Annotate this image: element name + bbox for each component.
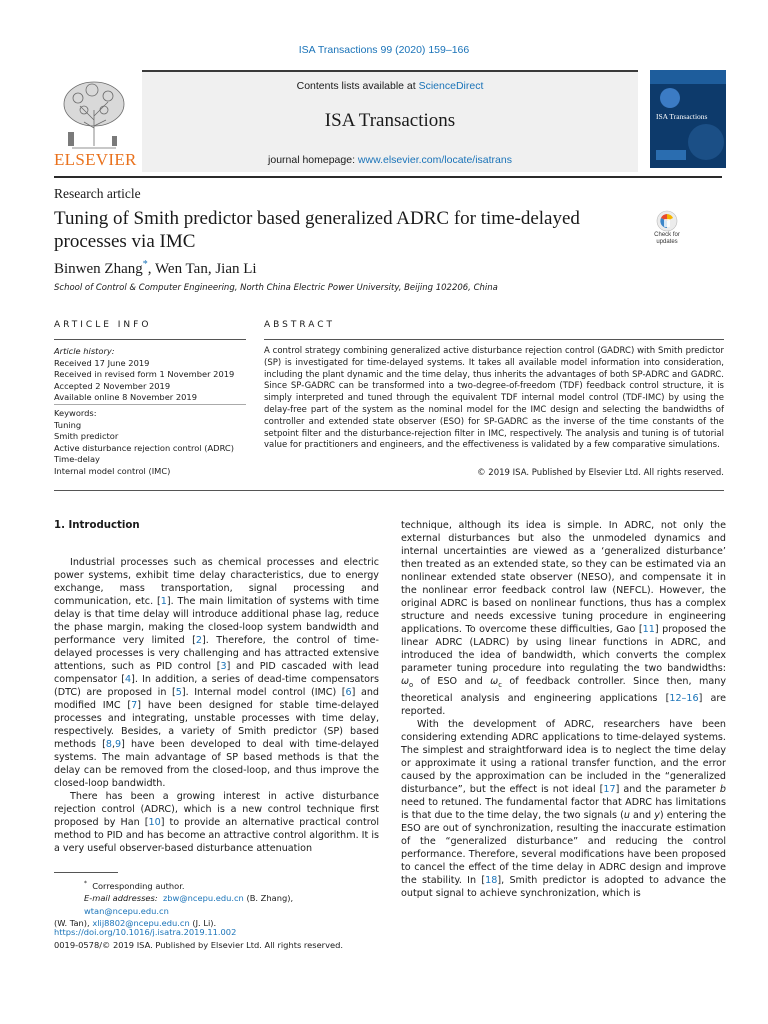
- abstract-bottom-divider: [54, 490, 724, 491]
- author-names-rest: , Wen Tan, Jian Li: [147, 261, 257, 277]
- corresponding-author-note: * Corresponding author.: [84, 880, 185, 891]
- abstract-divider: [264, 339, 724, 340]
- doi-link[interactable]: https://doi.org/10.1016/j.isatra.2019.11.002: [54, 927, 237, 937]
- body-column-right: [401, 519, 726, 900]
- footnote-divider: [54, 872, 118, 873]
- doi-block: [54, 926, 384, 951]
- history-item: Accepted 2 November 2019: [54, 380, 171, 391]
- email-addresses: E-mail addresses: zbw@ncepu.edu.cn (B. Zhang), wtan@ncepu.edu.cn: [84, 893, 294, 916]
- journal-name: ISA Transactions: [324, 110, 456, 131]
- journal-cover-image[interactable]: [650, 70, 726, 168]
- journal-homepage-link[interactable]: www.elsevier.com/locate/isatrans: [357, 154, 512, 166]
- contents-line: [142, 80, 638, 92]
- journal-citation[interactable]: ISA Transactions 99 (2020) 159–166: [298, 44, 470, 56]
- keyword-item: Internal model control (IMC): [54, 465, 171, 476]
- article-history: [54, 346, 254, 404]
- history-item: Available online 8 November 2019: [54, 392, 197, 402]
- elsevier-logo: [54, 76, 137, 170]
- issn-copyright: 0019-0578/© 2019 ISA. Published by Elsevier Ltd. All rights reserved.: [54, 939, 344, 950]
- affiliation: School of Control & Computer Engineering, North China Electric Power University, Beijing 102206, China: [54, 283, 498, 293]
- abstract-heading: ABSTRACT: [264, 320, 336, 330]
- contents-prefix: Contents lists available at: [296, 80, 419, 92]
- history-heading: Article history:: [54, 346, 115, 356]
- homepage-prefix: journal homepage:: [268, 154, 358, 166]
- footnote: [54, 878, 379, 930]
- check-updates-label: Check for updates: [654, 232, 680, 245]
- check-updates-icon: [648, 210, 686, 232]
- corresponding-author-mark[interactable]: *: [142, 259, 148, 270]
- citation-link[interactable]: 12–16: [669, 692, 699, 704]
- paragraph: technique, although its idea is simple. In ADRC, not only the external disturbances but also the unmodeled dynamics and internal uncertainties are viewed as a ‘generalized disturbance’ then treated as an extended state, so they can be estimated via an nonlinear extended state observer (NESO), and compensate it in the nonlinear error feedback control law (NEFCL). However, the original ADRC is based on nonlinear functions, thus has a complex structure and needs excessive tuning procedure in engineering applications. To overcome these difficulties, Gao [11] proposed the linear ADRC (LADRC) by using linear functions in ADRC, and introduced the idea of bandwidth, which converts the complex parameter tuning procedure into regulating the two bandwidths: $\omega_o$ of ESO and $\omega_c$ of feedback controller. Since then, many theoretical analysis and engineering applications [12–16] are reported.: [401, 520, 726, 717]
- citation-link[interactable]: 5: [175, 687, 182, 698]
- keywords-divider: [54, 404, 246, 405]
- cover-title: ISA Transactions: [656, 112, 708, 121]
- citation-link[interactable]: 6: [345, 687, 352, 698]
- article-type: Research article: [54, 186, 141, 201]
- section-heading-introduction: 1. Introduction: [54, 520, 140, 531]
- homepage-line: [142, 154, 638, 166]
- citation-link[interactable]: 18: [485, 874, 498, 886]
- header-divider: [54, 176, 722, 178]
- journal-header: [54, 70, 722, 170]
- citation-link[interactable]: 9: [115, 739, 122, 750]
- abstract-copyright: © 2019 ISA. Published by Elsevier Ltd. All rights reserved.: [477, 468, 724, 478]
- article-info-heading: ARTICLE INFO: [54, 320, 152, 330]
- keyword-item: Tuning: [54, 419, 82, 430]
- citation-link[interactable]: 3: [220, 661, 227, 672]
- citation-link[interactable]: 17: [603, 783, 616, 795]
- elsevier-tree-icon: [54, 76, 134, 150]
- citation-link[interactable]: 11: [642, 624, 655, 635]
- author-name: Binwen Zhang: [54, 261, 143, 277]
- email-addresses-cont: (W. Tan), xlij8802@ncepu.edu.cn (J. Li).: [54, 918, 217, 929]
- keywords: [54, 408, 254, 477]
- keyword-item: Time-delay: [54, 454, 100, 464]
- body-column-left: [54, 519, 379, 855]
- info-divider: [54, 339, 246, 340]
- citation-link[interactable]: 7: [131, 700, 138, 711]
- paragraph: Industrial processes such as chemical processes and electric power systems, exhibit time delay characteristics, due to energy exchange, mass transportation, signal processing and communication, etc. [1]. The main limitation of systems with time delay is that time delay will introduce additional phase lag, reduce the phase margin, making the closed-loop system bandwidth and performance very limited [2]. Therefore, the control of time-delayed processes is very challenging and has attracted extensive attentions, such as PID control [3] and PID cascaded with lead compensator [4]. In addition, a series of dead-time compensators (DTC) are proposed in [5]. Internal model control (IMC) [6] and modified IMC [7] have been designed for stable time-delayed processes and integrating, unstable processes with time delay, respectively. Besides, a variety of Smith predictor (SP) based methods [8,9] have been developed to deal with time-delayed systems. The main advantage of SP based methods is that the delay can be removed from the closed-loop, and thus improve the closed-loop bandwidth.: [54, 557, 380, 789]
- keyword-item: Active disturbance rejection control (ADRC): [54, 442, 234, 453]
- history-item: Received 17 June 2019: [54, 357, 150, 368]
- citation-link[interactable]: 4: [124, 674, 132, 685]
- sciencedirect-link[interactable]: ScienceDirect: [418, 80, 484, 92]
- history-item: Received in revised form 1 November 2019: [54, 369, 235, 379]
- paragraph: With the development of ADRC, researchers have been considering extending ADRC applications to time-delayed systems. The simplest and straightforward idea is to neglect the time delay or approximate it using a rational transfer function, and the error caused by the approximation can be included in the “generalized disturbance”, but the effect is not ideal [17] and the parameter b need to retuned. The fundamental factor that ADRC has limitations is that due to the time delay, the two signals (u and y) entering the ESO are out of synchronization, resulting the inaccurate estimation of the “generalized disturbance” and reducing the control performance. Therefore, several modifications have been proposed to cancel the effect of the time delay in ADRC design and improve the stability. In [18], Smith predictor is adopted to advance the output signal to achieve synchronization, which is: [401, 718, 726, 899]
- article-title: Tuning of Smith predictor based generalized ADRC for time-delayed processes via IMC: [54, 208, 580, 252]
- citation-link[interactable]: 10: [148, 817, 161, 828]
- keywords-heading: Keywords:: [54, 408, 97, 418]
- citation-link[interactable]: 8: [105, 739, 112, 750]
- email-link-li[interactable]: xlij8802@ncepu.edu.cn: [92, 918, 190, 929]
- citation-link[interactable]: 1: [160, 596, 167, 607]
- email-link-tan[interactable]: wtan@ncepu.edu.cn: [84, 905, 169, 916]
- keyword-item: Smith predictor: [54, 431, 119, 441]
- check-for-updates-button[interactable]: [648, 210, 686, 250]
- abstract-text: A control strategy combining generalized active disturbance rejection control (GADRC) with Smith predictor (SP) is investigated for time-delayed systems. It takes all available model information into consideration, including the plant dynamic and the time delay, thus inherits the advantages of both SP-ADRC and GADRC. Since SP-GADRC can be transformed into a two-degree-of-freedom (TDF) feedback control structure, it is simply interpreted and tuned through the equivalent TDF internal model control (TDF-IMC) by using the delay-free part of the system as the nominal model for the IMC design and selecting the bandwidths of controller and extended state observer (ESO) for SP-GADRC as the inverse of the time constants of the setpoint filter and the disturbance-rejection filter in IMC, respectively. The analysis and tuning is of tutorial value for practitioners and engineers, and the effectiveness is validated by a few comparative simulations.: [264, 346, 724, 451]
- paragraph: There has been a growing interest in active disturbance rejection control (ADRC), which is a new control technique first proposed by Han [10] to provide an alternative practical control method to PID and has become an attractive control algorithm. It is a very useful observer-based disturbance attenuation: [54, 791, 379, 854]
- email-link-zhang[interactable]: zbw@ncepu.edu.cn: [162, 893, 244, 904]
- author-list: [54, 259, 257, 278]
- elsevier-wordmark: ELSEVIER: [54, 150, 137, 169]
- journal-header-center: [142, 70, 638, 172]
- citation-link[interactable]: 2: [195, 635, 203, 646]
